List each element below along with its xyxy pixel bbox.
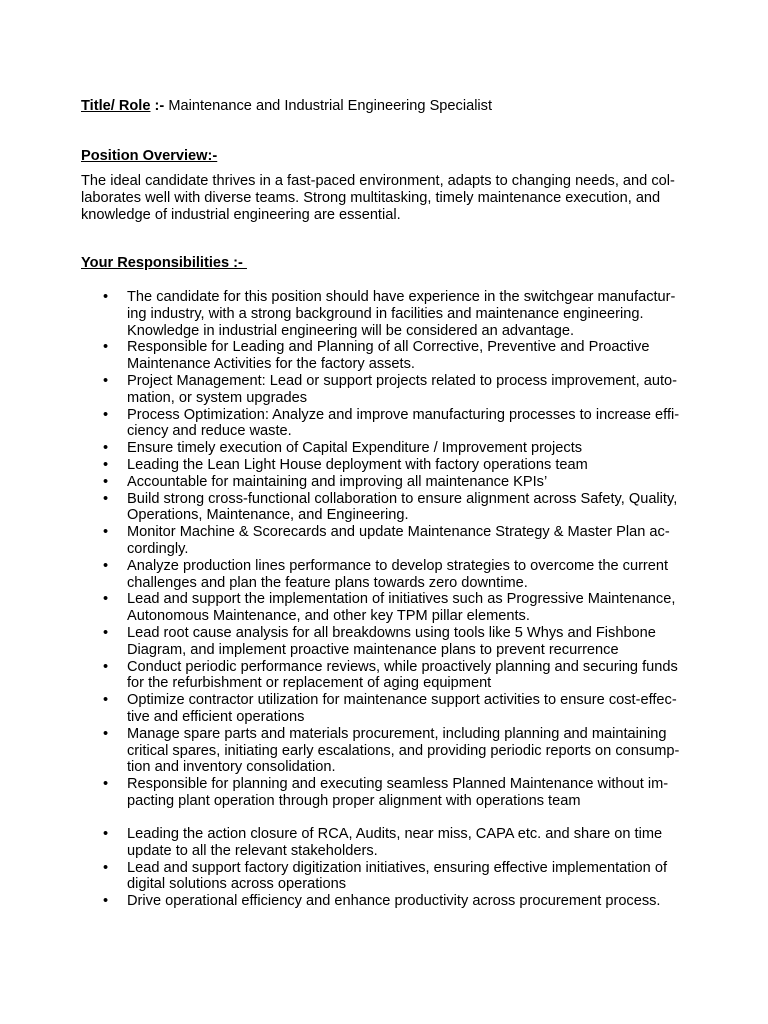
bullet-icon: • — [103, 490, 109, 507]
responsibility-line: Monitor Machine & Scorecards and update Maintenance Strategy & Master Plan ac- — [127, 524, 670, 541]
overview-line: The ideal candidate thrives in a fast-paced environment, adapts to changing needs, and col- — [81, 173, 675, 189]
bullet-icon: • — [103, 289, 109, 305]
responsibility-line: Diagram, and implement proactive maintenance plans to prevent recurrence — [127, 641, 619, 658]
responsibility-item — [0, 692, 717, 726]
bullet-icon: • — [103, 776, 109, 793]
overview-line: laborates well with diverse teams. Strong multitasking, timely maintenance execution, and — [81, 189, 661, 206]
responsibility-line: tion and inventory consolidation. — [127, 759, 336, 776]
bullet-icon: • — [103, 372, 109, 389]
responsibility-item — [0, 826, 717, 860]
responsibility-line: Leading the action closure of RCA, Audits, near miss, CAPA etc. and share on time — [127, 826, 663, 842]
bullet-icon: • — [103, 859, 109, 876]
responsibility-line: challenges and plan the feature plans towards zero downtime. — [127, 574, 528, 591]
responsibility-line: Knowledge in industrial engineering will be considered an advantage. — [127, 322, 575, 339]
responsibility-item — [0, 457, 717, 474]
responsibility-line: digital solutions across operations — [127, 876, 347, 893]
responsibility-line: Responsible for planning and executing seamless Planned Maintenance without im- — [127, 776, 669, 793]
responsibility-line: pacting plant operation through proper alignment with operations team — [127, 792, 581, 809]
bullet-icon: • — [103, 473, 109, 490]
responsibility-line: Maintenance Activities for the factory assets. — [127, 356, 415, 373]
responsibility-item — [0, 289, 717, 339]
responsibility-line: The candidate for this position should have experience in the switchgear manufactur- — [127, 289, 676, 305]
responsibility-line: Ensure timely execution of Capital Expenditure / Improvement projects — [127, 440, 583, 457]
bullet-icon: • — [103, 557, 109, 574]
responsibility-item — [0, 776, 717, 810]
responsibilities-list-continued — [0, 826, 768, 910]
title-label: Title/ Role — [81, 98, 151, 114]
responsibility-line: update to all the relevant stakeholders. — [127, 842, 378, 859]
responsibility-line: Lead root cause analysis for all breakdowns using tools like 5 Whys and Fishbone — [127, 624, 656, 641]
responsibility-line: critical spares, initiating early escalations, and providing periodic reports on consump- — [127, 742, 680, 759]
responsibility-item — [0, 524, 717, 558]
responsibility-line: Optimize contractor utilization for maintenance support activities to ensure cost-effec- — [127, 692, 677, 709]
bullet-icon: • — [103, 658, 109, 675]
responsibility-item — [0, 440, 717, 457]
bullet-icon: • — [103, 524, 109, 541]
responsibility-line: Analyze production lines performance to develop strategies to overcome the current — [127, 557, 669, 574]
bullet-icon: • — [103, 406, 109, 423]
responsibility-line: Drive operational efficiency and enhance productivity across procurement process. — [127, 893, 661, 910]
bullet-icon: • — [103, 456, 109, 473]
title-value: Maintenance and Industrial Engineering Specialist — [168, 98, 493, 114]
responsibility-item — [0, 474, 717, 491]
responsibility-line: Lead and support factory digitization initiatives, ensuring effective implementation of — [127, 859, 668, 876]
bullet-icon: • — [103, 339, 109, 356]
bullet-icon: • — [103, 692, 109, 709]
responsibility-line: Operations, Maintenance, and Engineering. — [127, 507, 409, 524]
responsibility-line: Autonomous Maintenance, and other key TPM pillar elements. — [127, 608, 530, 625]
bullet-icon: • — [103, 591, 109, 608]
responsibility-line: for the refurbishment or replacement of aging equipment — [127, 675, 492, 692]
responsibility-item — [0, 491, 717, 525]
responsibility-line: cordingly. — [127, 540, 189, 557]
bullet-icon: • — [103, 893, 109, 910]
responsibility-line: ing industry, with a strong background in facilities and maintenance engineering. — [127, 305, 644, 322]
responsibility-item — [0, 339, 717, 373]
position-overview-text — [81, 173, 721, 223]
responsibility-line: Project Management: Lead or support projects related to process improvement, auto- — [127, 372, 677, 389]
bullet-icon: • — [103, 826, 109, 842]
title-separator: :- — [150, 98, 169, 114]
bullet-icon: • — [103, 624, 109, 641]
responsibility-line: Build strong cross-functional collaboration to ensure alignment across Safety, Quality, — [127, 490, 678, 507]
responsibility-item — [0, 591, 717, 625]
responsibility-line: Lead and support the implementation of initiatives such as Progressive Maintenance, — [127, 591, 676, 608]
responsibility-item — [0, 373, 717, 407]
responsibility-item — [0, 659, 717, 693]
responsibility-item — [0, 407, 717, 441]
responsibility-line: Accountable for maintaining and improving all maintenance KPIs’ — [127, 473, 548, 490]
bullet-icon: • — [103, 725, 109, 742]
responsibility-line: Leading the Lean Light House deployment with factory operations team — [127, 456, 588, 473]
position-overview-heading: Position Overview:- — [81, 148, 218, 164]
responsibilities-heading: Your Responsibilities :- — [81, 255, 247, 271]
responsibility-item — [0, 893, 717, 910]
responsibility-item — [0, 558, 717, 592]
responsibility-line: Responsible for Leading and Planning of all Corrective, Preventive and Proactive — [127, 339, 650, 356]
responsibility-item — [0, 625, 717, 659]
responsibility-line: tive and efficient operations — [127, 708, 305, 725]
responsibilities-list — [0, 289, 768, 810]
overview-line: knowledge of industrial engineering are essential. — [81, 206, 401, 223]
responsibility-item — [0, 726, 717, 776]
responsibility-line: ciency and reduce waste. — [127, 423, 292, 440]
responsibility-line: Process Optimization: Analyze and improve manufacturing processes to increase effi- — [127, 406, 680, 423]
responsibility-line: mation, or system upgrades — [127, 389, 308, 406]
responsibility-line: Manage spare parts and materials procurement, including planning and maintaining — [127, 725, 667, 742]
title-line — [81, 98, 721, 115]
responsibility-item — [0, 860, 717, 894]
bullet-icon: • — [103, 440, 109, 457]
responsibility-line: Conduct periodic performance reviews, while proactively planning and securing funds — [127, 658, 678, 675]
